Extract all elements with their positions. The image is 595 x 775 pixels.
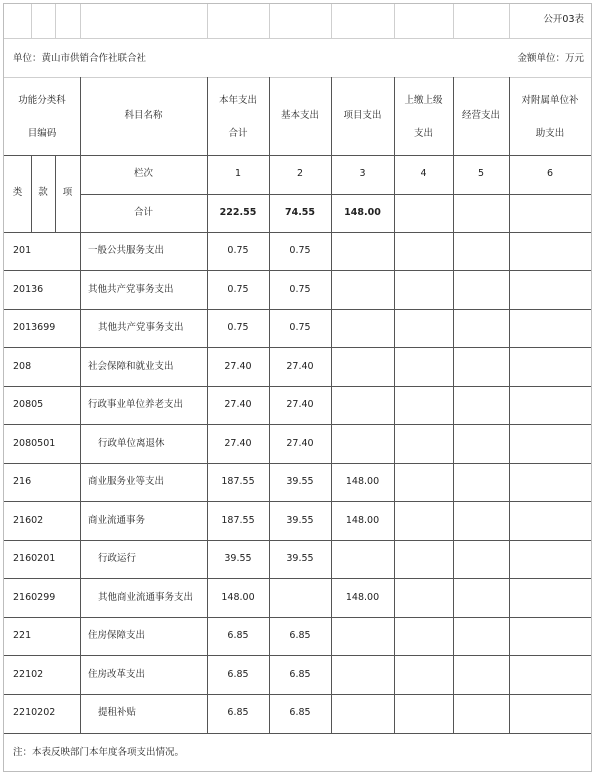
- grid-line: [80, 194, 591, 195]
- row-total: 27.40: [224, 361, 252, 372]
- grid-line: [4, 733, 591, 734]
- grid-line: [331, 4, 332, 38]
- column-number: 2: [296, 168, 304, 179]
- row-total: 6.85: [227, 669, 249, 680]
- header-total: 本年支出: [218, 95, 257, 106]
- row-code: 22102: [13, 669, 44, 680]
- row-total: 6.85: [227, 630, 249, 641]
- row-basic: 0.75: [289, 322, 311, 333]
- row-name: 社会保障和就业支出: [88, 361, 174, 372]
- grid-line: [207, 4, 208, 38]
- row-basic: 27.40: [286, 361, 314, 372]
- header-upper: 上缴上级: [404, 95, 443, 106]
- column-number: 5: [477, 168, 485, 179]
- row-code: 2210202: [13, 707, 56, 718]
- grid-line: [4, 617, 591, 618]
- row-code: 221: [13, 630, 32, 641]
- grid-line: [4, 501, 591, 502]
- grid-line: [4, 347, 591, 348]
- header-code: 功能分类科: [18, 95, 66, 106]
- grid-line: [269, 4, 270, 38]
- row-code: 201: [13, 245, 32, 256]
- row-name: 行政运行: [98, 553, 137, 564]
- total-sum: 222.55: [219, 207, 257, 218]
- footnote: 注：本表反映部门本年度各项支出情况。: [13, 747, 185, 758]
- row-name: 其他商业流通事务支出: [98, 592, 194, 603]
- header-subsidy: 对附属单位补: [521, 95, 579, 106]
- table-code: 公开03表: [543, 14, 584, 25]
- header-name: 科目名称: [124, 110, 163, 121]
- row-total: 148.00: [221, 592, 255, 603]
- row-basic: 27.40: [286, 438, 314, 449]
- row-basic: 39.55: [286, 476, 314, 487]
- grid-line: [55, 4, 56, 38]
- amount-unit-label: 金额单位：万元: [517, 53, 584, 64]
- unit-label: 单位：黄山市供销合作社联合社: [13, 53, 147, 64]
- row-code: 208: [13, 361, 32, 372]
- row-basic: 0.75: [289, 245, 311, 256]
- row-code: 20805: [13, 399, 44, 410]
- row-project: 148.00: [345, 515, 380, 526]
- row-total: 0.75: [227, 284, 249, 295]
- row-code: 2013699: [13, 322, 56, 333]
- row-basic: 6.85: [289, 630, 311, 641]
- header-subsidy: 助支出: [535, 128, 565, 139]
- grid-line: [4, 309, 591, 310]
- row-name: 商业流通事务: [88, 515, 146, 526]
- header-total: 合计: [228, 128, 248, 139]
- row-basic: 39.55: [286, 553, 314, 564]
- row-name: 提租补贴: [98, 707, 137, 718]
- row-basic: 27.40: [286, 399, 314, 410]
- row-code: 21602: [13, 515, 44, 526]
- header-basic: 基本支出: [280, 110, 319, 121]
- row-code: 216: [13, 476, 32, 487]
- header-xiang: 项: [62, 187, 73, 198]
- column-number: 6: [546, 168, 554, 179]
- header-code: 目编码: [27, 128, 57, 139]
- grid-line: [31, 4, 32, 38]
- row-name: 行政单位离退休: [98, 438, 165, 449]
- row-code: 20136: [13, 284, 44, 295]
- column-number: 3: [359, 168, 366, 179]
- row-total: 187.55: [221, 476, 255, 487]
- row-total: 27.40: [224, 438, 252, 449]
- row-name: 行政事业单位养老支出: [88, 399, 184, 410]
- grid-line: [80, 4, 81, 38]
- grid-line: [4, 232, 591, 233]
- column-number: 4: [420, 168, 427, 179]
- row-basic: 6.85: [289, 707, 311, 718]
- header-kuan: 款: [38, 187, 48, 198]
- grid-line: [4, 386, 591, 387]
- row-name: 商业服务业等支出: [88, 476, 165, 487]
- row-name: 住房改革支出: [88, 669, 146, 680]
- row-total: 187.55: [221, 515, 255, 526]
- grid-line: [4, 270, 591, 271]
- row-basic: 6.85: [289, 669, 311, 680]
- grid-line: [4, 155, 591, 156]
- row-project: 148.00: [345, 592, 380, 603]
- column-label: 栏次: [133, 168, 153, 179]
- header-project: 项目支出: [343, 110, 382, 121]
- grid-line: [4, 77, 591, 78]
- row-basic: 39.55: [286, 515, 314, 526]
- row-total: 0.75: [227, 322, 249, 333]
- grid-line: [4, 540, 591, 541]
- header-business: 经营支出: [461, 110, 500, 121]
- row-code: 2160201: [13, 553, 56, 564]
- grid-line: [394, 4, 395, 38]
- total-basic: 74.55: [284, 207, 316, 218]
- row-code: 2160299: [13, 592, 56, 603]
- header-lei: 类: [12, 187, 23, 198]
- row-project: 148.00: [345, 476, 380, 487]
- row-basic: 0.75: [289, 284, 311, 295]
- grid-line: [4, 694, 591, 695]
- grid-line: [4, 578, 591, 579]
- column-number: 1: [234, 168, 242, 179]
- header-upper: 支出: [413, 128, 433, 139]
- row-name: 其他共产党事务支出: [98, 322, 184, 333]
- row-code: 2080501: [13, 438, 56, 449]
- row-total: 39.55: [224, 553, 252, 564]
- grid-line: [4, 463, 591, 464]
- row-total: 6.85: [227, 707, 249, 718]
- row-name: 一般公共服务支出: [88, 245, 165, 256]
- row-name: 其他共产党事务支出: [88, 284, 174, 295]
- row-total: 27.40: [224, 399, 252, 410]
- total-label: 合计: [133, 207, 153, 218]
- grid-line: [509, 4, 510, 38]
- grid-line: [4, 424, 591, 425]
- grid-line: [453, 4, 454, 38]
- row-total: 0.75: [227, 245, 249, 256]
- grid-line: [4, 38, 591, 39]
- row-name: 住房保障支出: [88, 630, 146, 641]
- grid-line: [4, 655, 591, 656]
- total-project: 148.00: [344, 207, 381, 218]
